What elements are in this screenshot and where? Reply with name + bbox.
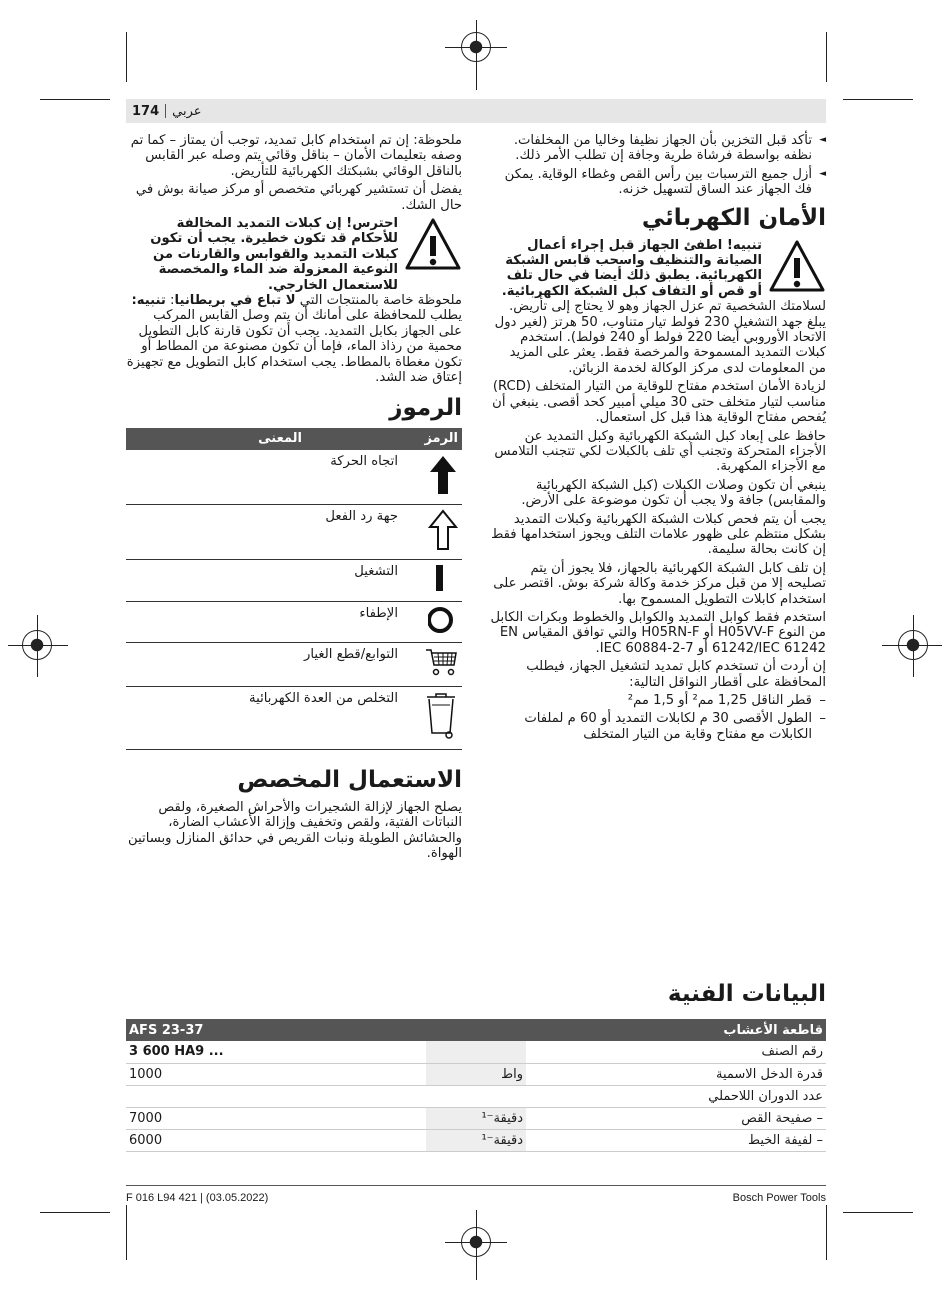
table-cell-value: 6000 — [126, 1129, 426, 1151]
symbol-meaning: التوابع/قطع الغيار — [126, 643, 402, 686]
intended-use-heading: الاستعمال المخصص — [237, 766, 462, 793]
left-column — [126, 133, 462, 865]
table-cell-label: عدد الدوران اللاحملي — [526, 1085, 826, 1107]
symbol-meaning: التخلص من العدة الكهربائية — [126, 686, 402, 749]
list-item: ◄ تأكد قبل التخزين بأن الجهاز نظيفا وخاليا من المخلفات. نظفه بواسطة فرشاة طرية وجافة إن تطلب الأمر ذلك. — [490, 133, 826, 164]
table-row — [126, 1085, 826, 1107]
language-label: عربي — [172, 103, 202, 119]
uk-note-text: يطلب للمحافظة على أمانك أن يتم وصل القابس المركب على الجهاز بكابل التمديد. يجب أن تكون قارنة كابل التطويل محمية من رذاذ الماء، فإما أن تكون مصنوعة من المطاط أو تكون مغطاة بالمطاط. يجب استخدام كابل التطويل مع تجهيزة إعتاق ضد الشد. — [126, 308, 462, 386]
table-cell-value: 7000 — [126, 1107, 426, 1129]
symbols-heading: الرموز — [389, 394, 462, 421]
disposal-bin-icon — [424, 691, 458, 741]
list-item: – قطر الناقل 1,25 مم² أو 1,5 مم² — [490, 693, 826, 708]
warning-triangle-icon — [768, 238, 826, 294]
footer-doc-id: F 016 L94 421 | (03.05.2022) — [126, 1192, 269, 1204]
symbols-table — [126, 428, 462, 750]
table-cell-value: 1000 — [126, 1063, 426, 1085]
tech-data-heading: البيانات الفنية — [667, 981, 826, 1007]
uk-note-prefix: ملحوظة خاصة بالمنتجات التي — [299, 293, 462, 309]
table-row — [126, 601, 462, 642]
reaction-arrow-icon — [428, 509, 458, 551]
table-row — [126, 450, 462, 505]
symbol-meaning: الإطفاء — [126, 601, 402, 642]
electric-safety-heading: الأمان الكهربائي — [641, 204, 826, 231]
table-cell-label: رقم الصنف — [526, 1041, 826, 1063]
table-row — [126, 504, 462, 559]
caution-text: احترس! إن كبلات التمديد المخالفة للأحكام قد تكون خطيرة. يجب أن تكون كبلات التمديد والقوابس والقارنات من النوعية المعزولة ضد الماء والمخصصة للاستعمال الخارجي. — [150, 216, 398, 293]
note-paragraph: يفضل أن تستشير كهربائي متخصص أو مركز صيانة بوش في حال الشك. — [135, 182, 462, 213]
table-row — [126, 560, 462, 601]
table-cell-label: قدرة الدخل الاسمية — [526, 1063, 826, 1085]
electric-warning — [490, 238, 826, 300]
accessory-cart-icon — [424, 647, 458, 677]
paragraph: يجب أن يتم فحص كبلات الشبكة الكهربائية وكبلات التمديد بشكل منتظم على ظهور علامات التلف ويجوز استخدامها فقط إن كانت بحالة سليمة. — [491, 511, 826, 558]
list-item: ◄ أزل جميع الترسبات بين رأس القص وغطاء الوقاية. يمكن فك الجهاز عند الساق لتسهيل خزنه. — [490, 167, 826, 198]
table-cell-label: قاطعة الأعشاب — [526, 1019, 826, 1041]
table-cell-unit: دقيقة⁻¹ — [426, 1129, 526, 1151]
note-paragraph: ملحوظة: إن تم استخدام كابل تمديد، توجب أن يمتاز – كما تم وصفه بتعليمات الأمان – بناقل وقائي يتم وصله عبر القابس بالناقل الوقائي بشبكتك الكهربائية للتأريض. — [130, 133, 462, 179]
symbol-meaning: اتجاه الحركة — [126, 450, 402, 505]
table-row — [126, 686, 462, 749]
table-cell-label: – صفيحة القص — [526, 1107, 826, 1129]
arrow-forward-icon — [428, 454, 458, 496]
power-on-icon — [428, 564, 458, 592]
paragraph: إن تلف كابل الشبكة الكهربائية بالجهاز، فلا يجوز أن يتم تصليحه إلا من قبل مركز خدمة وكالة شركة بوش. اقتصر على استخدام كابلات التطويل المسموح بها. — [493, 560, 826, 607]
table-row — [126, 1041, 826, 1063]
paragraph: حافظ على إبعاد كبل الشبكة الكهربائية وكبل التمديد عن الأجزاء المتحركة وتجنب أي تلف بالكبلات لكي تتجنب التلامس مع الأجزاء المكهربة. — [494, 428, 826, 475]
uk-note-attention: تنبيه: — [131, 293, 166, 309]
intended-use-text: يصلح الجهاز لإزالة الشجيرات والأحراش الصغيرة، ولقص النباتات الفتية، ولقص وتخفيف وإزالة الأعشاب الضارة، والحشائش الطويلة ونبات القريص في حدائق المنازل وبساتين الهواة. — [128, 799, 462, 862]
table-cell-value: 3 600 HA9 ... — [126, 1041, 426, 1063]
table-row — [126, 1129, 826, 1151]
warning-text: تنبيه! اطفئ الجهاز قبل إجراء أعمال الصيانة والتنظيف واسحب قابس الشبكة الكهربائية. يطبق ذلك أيضا في حال تلف أو قص أو التفاف كبل الشبكة الكهربائية. — [501, 237, 762, 299]
cable-caution — [126, 216, 462, 293]
table-row — [126, 1019, 826, 1041]
paragraph: لزيادة الأمان استخدم مفتاح للوقاية من التيار المتخلف (RCD) مناسب لتيار متخلف حتى 30 ميلي أمبير كحد أقصى. ينبغي أن يُفحص مفتاح الوقاية هذا قبل كل استعمال. — [492, 379, 826, 426]
footer-brand: Bosch Power Tools — [732, 1192, 826, 1204]
table-cell-value: AFS 23-37 — [126, 1019, 426, 1041]
power-off-icon — [428, 606, 458, 634]
paragraph: استخدم فقط كوابل التمديد والكوابل والخطوط وبكرات الكابل من النوع H05VV-F أو H05RN-F والتي توافق المقياس EN 61242/IEC 61242 أو IEC 60884-2-7. — [490, 609, 826, 656]
symbol-meaning: جهة رد الفعل — [126, 504, 402, 559]
table-cell-unit: دقيقة⁻¹ — [426, 1107, 526, 1129]
paragraph: لسلامتك الشخصية تم عزل الجهاز وهو لا يحتاج إلى تأريض. يبلغ جهد التشغيل 230 فولط تيار متناوب، 50 هرتز (لغير دول الاتحاد الأوروبي أيضا 220 فولط أو 240 فولط). استخدم كبلات التمديد المسموحة والمرخصة فقط. يعثر على المزيد من المعلومات لدى مركز الوكالة لخدمة الزبائن. — [494, 299, 826, 376]
right-column — [490, 133, 826, 745]
column-header: المعنى — [126, 428, 402, 450]
warning-triangle-icon — [404, 216, 462, 272]
uk-note: ملحوظة خاصة بالمنتجات التي لا تباع في بريطانيا: تنبيه: يطلب للمحافظة على أمانك أن يتم وصل القابس المركب على الجهاز بكابل التمديد. يجب أن تكون قارنة كابل التطويل محمية من رذاذ الماء، فإما أن تكون مصنوعة من المطاط أو تكون مغطاة بالمطاط. يجب استخدام كابل التطويل مع تجهيزة إعتاق ضد الشد. — [126, 293, 462, 386]
list-item: – الطول الأقصى 30 م لكابلات التمديد أو 60 م لملفات الكابلات مع مفتاح وقاية من التيار المتخلف — [490, 711, 826, 742]
uk-note-bold: لا تباع في بريطانيا — [174, 293, 296, 309]
column-header: الرمز — [402, 428, 462, 450]
paragraph: إن أردت أن تستخدم كابل تمديد لتشغيل الجهاز، فيطلب المحافظة على أقطار النواقل التالية: — [526, 659, 826, 690]
table-cell-label: – لفيفة الخيط — [526, 1129, 826, 1151]
paragraph: ينبغي أن تكون وصلات الكبلات (كبل الشبكة الكهربائية والمقابس) جافة ولا يجب أن تكون موضوعة على الأرض. — [521, 477, 826, 509]
table-cell-unit: واط — [426, 1063, 526, 1085]
table-row — [126, 643, 462, 686]
page-header — [126, 99, 826, 123]
symbol-meaning: التشغيل — [126, 560, 402, 601]
page-number: 174 — [132, 103, 160, 119]
tech-data-table — [126, 1019, 826, 1152]
table-row — [126, 1107, 826, 1129]
table-row — [126, 1063, 826, 1085]
